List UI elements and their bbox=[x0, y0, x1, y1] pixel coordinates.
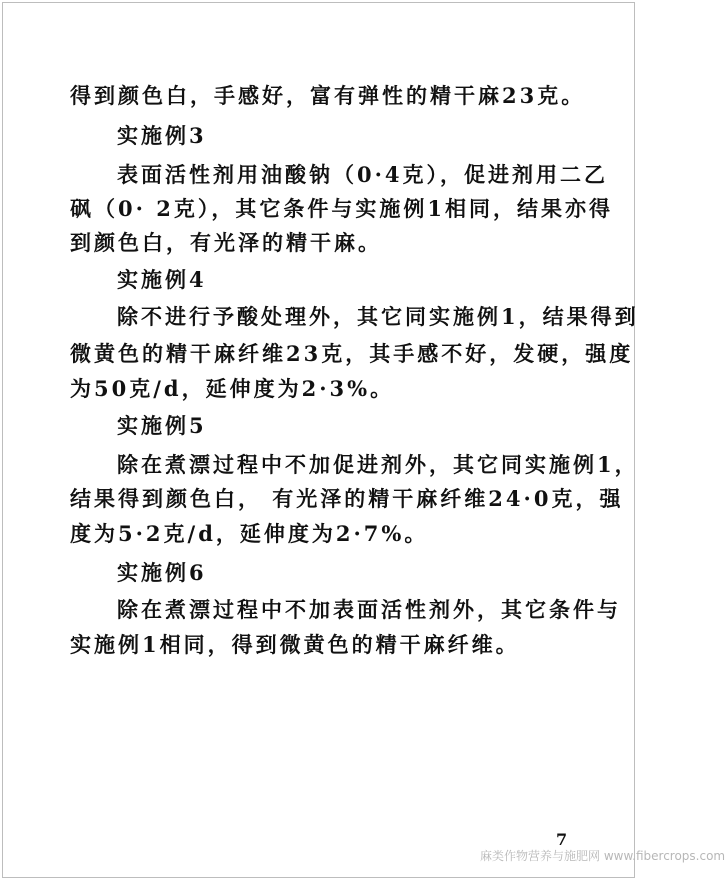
text-line: 得到颜色白，手感好，富有弹性的精干麻23克。 bbox=[70, 83, 586, 108]
text-line: 到颜色白，有光泽的精干麻。 bbox=[70, 230, 382, 255]
text-line: 除在煮漂过程中不加促进剂外，其它同实施例1， bbox=[117, 452, 639, 477]
text-line: 实施例1相同，得到微黄色的精干麻纤维。 bbox=[70, 632, 520, 657]
section-heading: 实施例4 bbox=[117, 267, 207, 292]
section-heading: 实施例6 bbox=[117, 560, 207, 585]
text-line: 微黄色的精干麻纤维23克，其手感不好，发硬，强度 bbox=[70, 341, 634, 366]
page-number: 7 bbox=[556, 830, 568, 849]
site-watermark: 麻类作物营养与施肥网 www.fibercrops.com bbox=[480, 849, 725, 863]
text-line: 除不进行予酸处理外，其它同实施例1，结果得到 bbox=[117, 304, 639, 329]
section-heading: 实施例3 bbox=[117, 123, 207, 148]
text-line: 砜（0· 2克），其它条件与实施例1相同，结果亦得 bbox=[70, 196, 613, 221]
text-line: 除在煮漂过程中不加表面活性剂外，其它条件与 bbox=[117, 597, 621, 622]
section-heading: 实施例5 bbox=[117, 413, 207, 438]
text-line: 为50克/d，延伸度为2·3%。 bbox=[70, 376, 395, 401]
text-line: 结果得到颜色白， 有光泽的精干麻纤维24·0克，强 bbox=[70, 486, 624, 511]
text-line: 度为5·2克/d，延伸度为2·7%。 bbox=[70, 521, 429, 546]
text-line: 表面活性剂用油酸钠（0·4克），促进剂用二乙 bbox=[117, 162, 609, 187]
